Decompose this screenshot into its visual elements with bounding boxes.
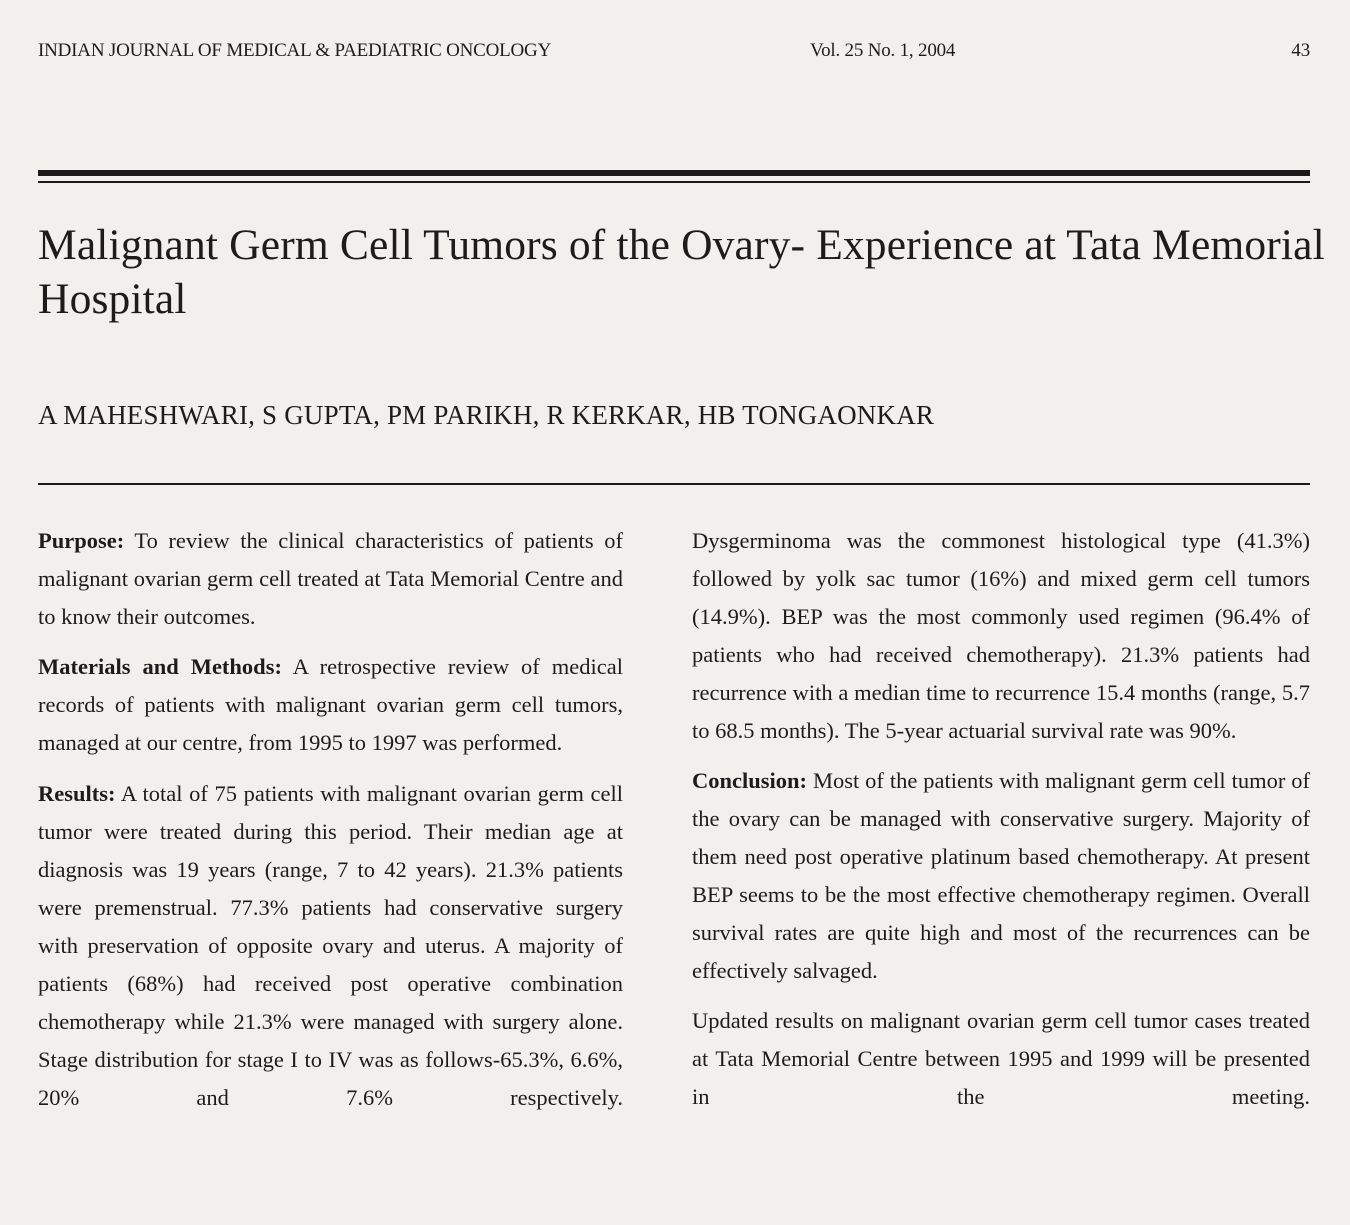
methods-paragraph bbox=[38, 648, 623, 762]
authors-rule bbox=[38, 483, 1310, 485]
purpose-paragraph bbox=[38, 522, 623, 636]
results-continued-paragraph: Dysgerminoma was the commonest histological type (41.3%) followed by yolk sac tumor (16%) and mixed germ cell tumors (14.9%). BEP was the most commonly used regimen (96.4% of patients who had received chemotherapy). 21.3% patients had recurrence with a median time to recurrence 15.4 months (range, 5.7 to 68.5 months). The 5-year actuarial survival rate was 90%. bbox=[692, 528, 1310, 744]
abstract-left-column bbox=[38, 522, 623, 1129]
page-number: 43 bbox=[1291, 40, 1310, 61]
author-list: A MAHESHWARI, S GUPTA, PM PARIKH, R KERKAR, HB TONGAONKAR bbox=[38, 400, 935, 430]
results-label: Results: bbox=[38, 780, 116, 806]
conclusion-label: Conclusion: bbox=[692, 767, 808, 793]
running-header bbox=[38, 40, 1310, 66]
title-rule-thick bbox=[38, 170, 1310, 176]
conclusion-paragraph bbox=[692, 762, 1310, 991]
results-paragraph bbox=[38, 775, 623, 1118]
update-paragraph: Updated results on malignant ovarian germ cell tumor cases treated at Tata Memorial Centre between 1995 and 1999 will be presented in the meeting. bbox=[692, 1008, 1310, 1110]
purpose-label: Purpose: bbox=[38, 528, 125, 553]
methods-text: A retrospective review of medical records of patients with malignant ovarian germ cell tumors, managed at our centre, from 1995 to 1997 was performed. bbox=[38, 654, 623, 756]
journal-name: INDIAN JOURNAL OF MEDICAL & PAEDIATRIC ONCOLOGY bbox=[38, 40, 552, 61]
results-text: A total of 75 patients with malignant ovarian germ cell tumor were treated during this period. Their median age at diagnosis was 19 years (range, 7 to 42 years). 21.3% patients were premenstrual. 77.3% patients had conservative surgery with preservation of opposite ovary and uterus. A majority of patients (68%) had received post operative combination chemotherapy while 21.3% were managed with surgery alone. Stage distribution for stage I to IV was as follows-65.3%, 6.6%, 20% and 7.6% respectively. bbox=[38, 780, 623, 1111]
article-title: Malignant Germ Cell Tumors of the Ovary- Experience at Tata Memorial Hospital bbox=[38, 221, 1325, 323]
purpose-text: To review the clinical characteristics of patients of malignant ovarian germ cell treated at Tata Memorial Centre and to know their outcomes. bbox=[38, 528, 623, 630]
abstract-right-column bbox=[692, 522, 1310, 1128]
title-rule-thin bbox=[38, 181, 1310, 183]
conclusion-text: Most of the patients with malignant germ cell tumor of the ovary can be managed with conservative surgery. Majority of them need post operative platinum based chemotherapy. At present BEP seems to be the most effective chemotherapy regimen. Overall survival rates are quite high and most of the recurrences can be effectively salvaged. bbox=[692, 767, 1310, 984]
methods-label: Materials and Methods: bbox=[38, 654, 282, 680]
volume-info: Vol. 25 No. 1, 2004 bbox=[810, 40, 956, 61]
